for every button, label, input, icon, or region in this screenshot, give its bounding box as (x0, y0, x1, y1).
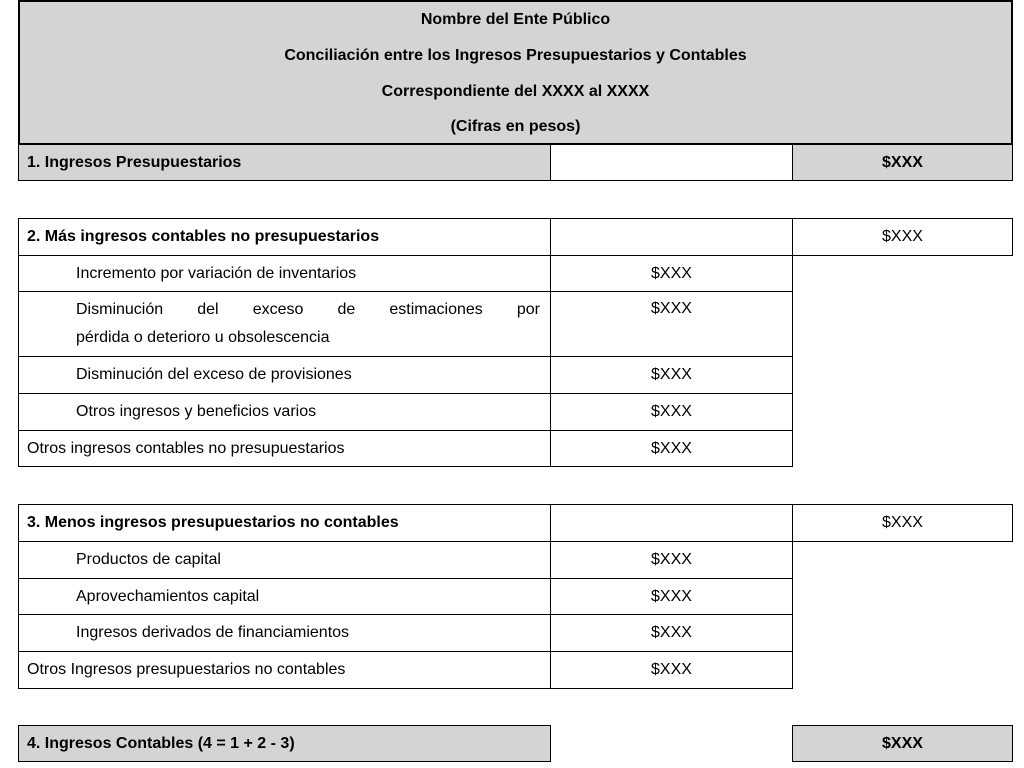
section2-item-label-line1: Disminución del exceso de estimaciones por (76, 301, 540, 318)
section4-total: $XXX (792, 725, 1013, 762)
section2-item-value: $XXX (550, 393, 793, 431)
section2-item-value: $XXX (550, 356, 793, 394)
section3-label: 3. Menos ingresos presupuestarios no contables (18, 504, 551, 542)
section2-empty-cell (550, 218, 793, 256)
section1-empty-cell (550, 144, 793, 181)
section3-total: $XXX (792, 504, 1013, 542)
section2-label: 2. Más ingresos contables no presupuestarios (18, 218, 551, 256)
report-period: Correspondiente del XXXX al XXXX (381, 83, 650, 100)
section2-item-value: $XXX (550, 255, 793, 292)
section2-item-label: Otros ingresos contables no presupuestarios (18, 430, 551, 467)
section2-total: $XXX (792, 218, 1013, 256)
section4-label: 4. Ingresos Contables (4 = 1 + 2 - 3) (18, 725, 551, 762)
section3-item-label: Productos de capital (18, 541, 551, 579)
section2-item-value: $XXX (550, 291, 793, 357)
section3-item-value: $XXX (550, 541, 793, 579)
entity-name: Nombre del Ente Público (420, 11, 611, 28)
section1-total: $XXX (792, 144, 1013, 181)
section1-label: 1. Ingresos Presupuestarios (18, 144, 551, 181)
section3-item-label: Aprovechamientos capital (18, 578, 551, 615)
section2-item-label: Otros ingresos y beneficios varios (18, 393, 551, 431)
section2-item-label: Incremento por variación de inventarios (18, 255, 551, 292)
report-header (18, 0, 1013, 145)
report-units: (Cifras en pesos) (450, 118, 581, 135)
section3-item-label: Otros Ingresos presupuestarios no contables (18, 651, 551, 689)
section2-item-value: $XXX (550, 430, 793, 467)
section3-item-label: Ingresos derivados de financiamientos (18, 614, 551, 652)
report-title: Conciliación entre los Ingresos Presupuestarios y Contables (284, 47, 747, 64)
section3-empty-cell (550, 504, 793, 542)
section3-item-value: $XXX (550, 651, 793, 689)
section2-item-label (18, 291, 551, 357)
section3-item-value: $XXX (550, 614, 793, 652)
section2-item-label-line2: pérdida o deterioro u obsolescencia (76, 329, 330, 346)
section3-item-value: $XXX (550, 578, 793, 615)
section2-item-label: Disminución del exceso de provisiones (18, 356, 551, 394)
